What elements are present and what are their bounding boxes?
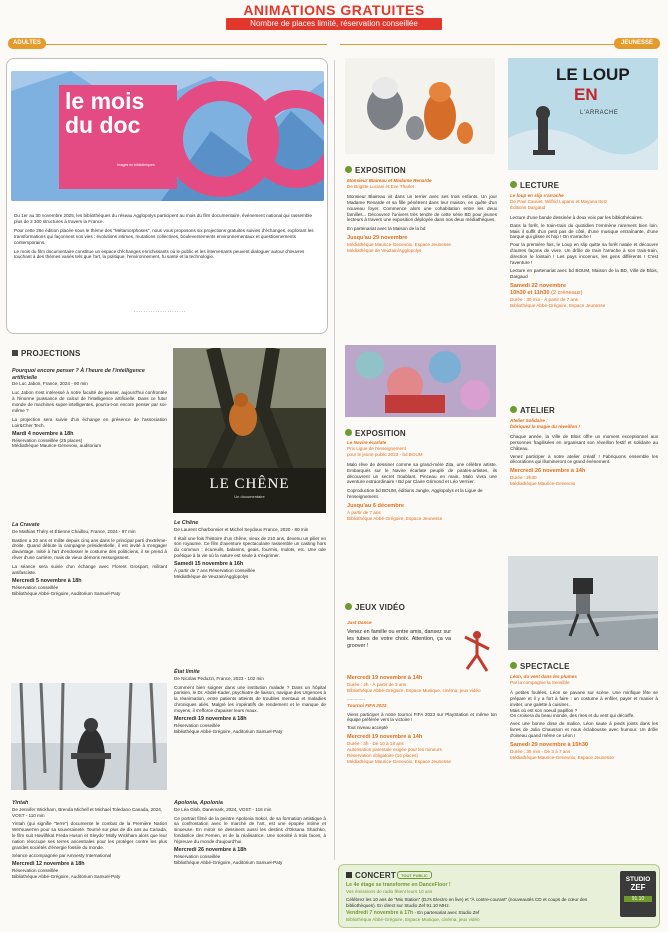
film-info: Réservation conseillée — [174, 854, 221, 860]
film-body: Yintah (qui signifie "terre") documente le combat de la Première Nation Wet'suwet'en pour sa souveraineté. Tourné sur plus de dix ans au Canada, le film suit Howilhkat Freda Huson et Sleydo' Molly Wickham alors que leur nation réoccupe ses terres ancestrales pour les protéger contre les plus grandes sociétés d'énergie fossile du monde. — [12, 821, 167, 851]
expo2-date: Jusqu'au 6 décembre — [347, 503, 404, 510]
jv1-place: Bibliothèque Abbé-Grégoire, Espace Musique, cinéma, jeux vidéo — [347, 687, 481, 693]
loup-book-cover — [508, 58, 658, 170]
spectacle-title: Léon, du vent dans les plumes — [510, 674, 577, 679]
film-title: Pourquoi encore penser ? À l'heure de l'intelligence artificielle — [12, 368, 145, 381]
le-chene-poster — [173, 348, 326, 513]
film-info: Réservation conseillée — [174, 723, 221, 729]
spectacle-info: Durée : 35 min - De 3 à 7 ans — [510, 749, 571, 755]
atelier-p1: Chaque année, la Ville de Blois offre un moment exceptionnel aux personnes fragilisées en organisant son réveillon festif et solidaire au Château. — [510, 433, 658, 451]
film-body: Bastien a 20 ans et milite depuis cinq ans dans le principal parti d'extrême-droite. Quand débute la campagne présidentielle, il est invité à s'engager davantage. Initié à l'art d'endosser le costume des politiciens, il se prend à rêver d'une carrière, mais de vieux démons ressurgissent. — [12, 537, 167, 561]
poster-title: LE CHÊNE — [209, 476, 290, 492]
square-bullet-icon — [12, 350, 18, 356]
film-title: La Cravate — [12, 522, 40, 528]
expo1-place1: Médiathèque Maurice-Genevoix, Espace Jeunesse — [347, 242, 451, 248]
film-date: Mercredi 26 novembre à 18h — [174, 847, 247, 854]
film-date: Mercredi 19 novembre à 18h — [174, 716, 247, 723]
lecture-block — [510, 193, 658, 309]
film-credits: De Luc Jabon, France, 2024 - 90 min — [12, 381, 88, 387]
mois-doc-p1: Du 1er au 30 novembre 2025, les bibliothèques du réseau Agglopolys participent au mois du film documentaire, événement national qui rassemble plus de 2 300 structures à travers la France. — [14, 213, 313, 224]
film-title: État limite — [174, 669, 200, 675]
jv1-body: Venez en famille ou entre amis, dansez sur les tubes de votre choix. Attention, ça va groover ! — [347, 628, 451, 649]
film-info: Réservation conseillée — [12, 867, 59, 873]
film-credits: De Mathias Théry et Étienne Chaillou, France, 2024 - 97 min — [12, 528, 136, 534]
green-dot-icon — [345, 166, 352, 173]
concert-place: Bibliothèque Abbé-Grégoire, Espace Musique, cinéma, jeux vidéo — [346, 916, 480, 922]
spectacle-p1: À petites foulées, Léon se pavane sur scène. Une mirifique fête se prépare et il y a fort à faire : un costume à enfiler, payer et manier à inviter, une galette à cuisiner... — [510, 689, 658, 707]
blaireau-image — [345, 58, 495, 154]
film-note: La séance sera suivie d'un échange avec Florent Grospart, militant antifasciste. — [12, 564, 167, 576]
green-dot-icon — [345, 429, 352, 436]
green-dot-icon — [345, 603, 352, 610]
atelier-place: Médiathèque Maurice-Genevoix — [510, 481, 576, 487]
studio-zef-logo — [620, 871, 656, 917]
film-place: Médiathèque Maurice-Genevoix, auditorium — [12, 443, 102, 449]
logo-line-studio: STUDIO — [625, 876, 651, 883]
concert-title: Le 4e étage se transforme en DanceFloor ! — [346, 882, 451, 888]
film-place: Bibliothèque Abbé-Grégoire, Auditorium Samuel-Paty — [12, 873, 121, 879]
film-info: Réservation conseillée (25 places) — [12, 437, 83, 443]
expo1-authors: De Brigitte Luciani et Eve Tharlet — [347, 183, 415, 189]
film-yintah — [12, 800, 167, 880]
jeux-video-block — [347, 620, 497, 765]
film-le-chene — [174, 520, 326, 580]
expo1-date: Jusqu'au 29 novembre — [347, 235, 408, 242]
spectacle-block — [510, 674, 658, 761]
exposition2-heading: EXPOSITION — [345, 429, 406, 438]
film-body: Ce portrait filmé de la peintre Apolonia Sokol, de sa formation artistique à sa confrontation avec le marché de l'art, est une épopée intime et sinueuse. En miroir se dessinent aussi les destins d'Oksana Shachko, fondatrice des Femen, et de la réalisatrice. Une sororité à trois faces, à l'épreuve du monde d'aujourd'hui. — [174, 815, 326, 845]
logo-line2: du doc — [65, 112, 141, 138]
adultes-rule — [44, 44, 327, 45]
concert-date: Vendredi 7 novembre à 17h — [346, 909, 414, 916]
film-info: Réservation conseillée — [12, 584, 59, 590]
concert-body: Célébrez les 10 ans de "Mix Station" (DJ's Electro en live) et "À contre-courant" (nouveautés CD et coups de cœur des bibliothèques). En direct sur Studio Zef 91.10 MHz. — [346, 896, 588, 908]
book-title-2: EN — [574, 85, 598, 104]
projections-heading: PROJECTIONS — [12, 349, 81, 358]
column-divider — [334, 60, 335, 860]
film-credits: De Laurent Charbonnier et Michel Seydoux France, 2020 - 80 min — [174, 526, 309, 532]
jv2-info3: Réservation obligatoire (16 places) — [347, 753, 418, 759]
page-subtitle: Nombre de places limité, réservation conseillée — [226, 18, 442, 30]
banner-artwork — [11, 71, 324, 201]
atelier-heading: ATELIER — [510, 406, 555, 415]
film-place: Bibliothèque Abbé-Grégoire, Auditorium Samuel-Paty — [12, 590, 121, 596]
green-dot-icon — [510, 406, 517, 413]
film-note: Séance accompagnée par Amnesty International — [12, 852, 112, 858]
lecture-info: Durée : 30 min - À partir de 7 ans — [510, 296, 578, 302]
green-dot-icon — [510, 662, 517, 669]
jv1-title: Just Dance — [347, 620, 372, 625]
atelier-block — [510, 418, 658, 487]
spectacle-p3: On croisera du beau monde, des rires et du vent qui décoiffe. — [510, 713, 635, 719]
yintah-photo — [11, 683, 167, 790]
spectacle-date: Samedi 29 novembre à 15h30 — [510, 742, 589, 749]
film-pourquoi — [12, 368, 167, 449]
film-credits: De Léa Glob, Danemark, 2024, VOST - 116 min — [174, 806, 272, 812]
film-place: Bibliothèque Abbé-Grégoire, Auditorium Samuel-Paty — [174, 728, 283, 734]
mois-doc-p2: Pour cette 26e édition placée sous le thème des "Métamorphoses", nous vous proposons six projections gratuites suivies d'échanges, explorant les transformations qui façonnent nos vies : évolutions intimes, mutations collectives, bouleversements environnementaux et questionnements contemporains. — [14, 227, 314, 245]
film-note: La projection sera suivie d'un échange en présence de l'association Loir&Cher Tech. — [12, 416, 167, 428]
jeux-video-heading: JEUX VIDÉO — [345, 603, 405, 612]
exposition2-block — [347, 440, 497, 522]
blaireau-illustration — [345, 58, 495, 154]
jv2-info2: Autorisation parentale exigée pour les mineurs — [347, 747, 442, 753]
film-cravate — [12, 522, 167, 597]
jeunesse-rule — [340, 44, 618, 45]
exposition1-block — [347, 178, 497, 254]
jeunesse-badge: JEUNESSE — [614, 38, 660, 49]
film-apolonia — [174, 800, 326, 866]
green-dot-icon — [510, 181, 517, 188]
expo2-place: Bibliothèque Abbé-Grégoire, Espace Jeunesse — [347, 516, 443, 522]
film-date: Mercredi 12 novembre à 18h — [12, 860, 85, 867]
lecture-p3: Pour la première fois, le Loup en slip quitte sa forêt natale et découvre d'autres façons de vivre. Un drôle de train l'arrache à son train-train, direction le lointain ! Les pays inconnus, les gens différents ! C'est l'aventure ! — [510, 242, 658, 266]
film-place: Bibliothèque Abbé-Grégoire, Auditorium Samuel-Paty — [174, 859, 283, 865]
jv2-note: Tout niveau accepté — [347, 725, 388, 731]
film-info: À partir de 7 ans Réservation conseillée — [174, 568, 256, 574]
film-body: Comment bien soigner dans une institution malade ? Dans un hôpital parisien, le Dr. Abdel-Kader, psychiatre de liaison, navigue des Urgences à la réanimation, entre patients atteints de troubles mentaux et maladies chroniques aliés. Malgré les impératifs de rendement et le manque de moyens, il s'efforce d'apaiser leurs maux. — [174, 684, 326, 714]
jv2-place: Médiathèque Maurice-Genevoix, Espace Jeunesse — [347, 758, 451, 764]
atelier-title2: fabriquez la magie du réveillon ! — [510, 423, 580, 429]
page-title: ANIMATIONS GRATUITES — [243, 2, 425, 18]
spectacle-image — [508, 556, 658, 650]
expo1-title: Monsieur Blaireau et Madame Renarde — [347, 178, 432, 183]
film-credits: De Jennifer Wickham, Brenda Michell et Michael Toledano Canada, 2024, VOST - 110 min — [12, 806, 163, 818]
lecture-publisher: Éditions Dargaud — [510, 204, 546, 210]
spectacle-p2: Mais où est son noeud papillon ? — [510, 707, 578, 713]
logo-line-zef: ZEF — [630, 883, 646, 892]
jv-separator: .............. — [347, 695, 365, 701]
expo2-sub2: pour le jeune public 2023 - bd BOUM — [347, 451, 423, 457]
expo1-partner: En partenariat avec la Maison de la bd — [347, 226, 426, 232]
mois-du-doc-banner — [11, 71, 324, 201]
concert-sub: Vos émissions de radio fêtent leurs 10 ans — [346, 888, 433, 894]
concert-date-note: - En partenariat avec Studio Zef — [414, 909, 480, 915]
jv2-info1: Durée : 3h - De 10 à 18 ans — [347, 741, 404, 747]
expo1-place2: Médiathèque de Veuzain/Agglopolys — [347, 248, 422, 254]
lecture-time-note: (2 créneaux) — [551, 289, 583, 296]
exposition1-heading: EXPOSITION — [345, 166, 406, 175]
expo2-partner: Coproduction bd BOUM, éditions Jungle, Agglopolys et la Ligue de l'enseignement. — [347, 488, 483, 500]
spectacle-photo — [508, 556, 658, 650]
lecture-p1: Lecture d'une bande dessinée à deux voix par les bibliothécaires. — [510, 214, 643, 220]
atelier-info: Durée : 2h30 — [510, 475, 537, 481]
small-logo: images en bibliothèques — [117, 163, 155, 167]
spectacle-heading: SPECTACLE — [510, 662, 570, 671]
concert-badge: TOUT PUBLIC — [397, 871, 432, 879]
jv2-date: Mercredi 19 novembre à 14h — [347, 734, 423, 741]
film-title: Yintah — [12, 800, 29, 806]
navire-illustration — [345, 345, 496, 417]
adultes-badge: ADULTES — [8, 38, 46, 49]
yintah-image — [11, 683, 167, 790]
lecture-p2: Dans la forêt, le train-train du quotidien t'emmène rarement bien loin. Mais il suffit d'un petit pas de côté, d'une musique entraînante, d'une barque qui glisse et hop ! On s'arrache ! — [510, 222, 658, 240]
lecture-place: Bibliothèque Abbé-Grégoire, Espace Jeunesse — [510, 302, 606, 308]
navire-image — [345, 345, 496, 417]
mois-doc-text — [14, 213, 320, 263]
book-title-3: L'ARRACHE — [580, 110, 619, 116]
lecture-date: Samedi 22 novembre — [510, 282, 566, 289]
film-date: Mardi 4 novembre à 18h — [12, 430, 74, 437]
atelier-p2: Venez participer à notre atelier créatif ! Fabriquons ensemble les décorations qui illumineront ce grand évènement. — [510, 453, 658, 465]
film-body: Luc Jabon s'est intéressé à notre faculté de penser, aujourd'hui confrontée à l'énorme puissance de calcul de l'intelligence artificielle. Dans ce futur monde de machines super-intelligentes, pourra-t-on encore penser par soi-même ? — [12, 390, 167, 413]
jv2-body: Viens participer à notre tournoi FIFA 2023 sur PlayStation et même ton équipe préférée vers la victoire ! — [347, 711, 497, 723]
lecture-title: Le loup en slip s'arrache — [510, 193, 564, 198]
jv1-date: Mercredi 19 novembre à 14h — [347, 674, 423, 681]
expo2-age: À partir de 7 ans — [347, 510, 381, 516]
concert-heading: CONCERT — [346, 871, 396, 880]
film-title: Le Chêne — [174, 520, 199, 526]
lecture-authors: De Paul Cauuet, Wilfrid Lupano et Mayana Itoïz — [510, 198, 608, 204]
spectacle-company: Par la compagnie la Sensible — [510, 679, 570, 685]
poster-sub: Un documentaire — [234, 494, 265, 499]
film-date: Samedi 15 novembre à 16h — [174, 561, 244, 568]
square-bullet-icon — [346, 872, 352, 878]
expo1-body: Monsieur Blaireau vit dans un terrier avec ses trois enfants. Un jour Madame Renarde et sa fille pénètrent dans leur maison, en quête d'un nouveau foyer. Commence alors une cohabitation entre les deux familles... Découvrez l'univers très tendre de cette série BD pour jeunes lecteurs à travers une exposition déployée dans nos deux médiathèques. — [347, 193, 497, 223]
expo2-body: Malo rêve de dessiner comme sa grand-mère Zita, une célèbre artiste. Embarqués sur le Navire écarlate peuplé de pirates-artistes, ils découvrent un secret troublant. Pinceau en main, Malo vivra une aventure extraordinaire ! Bd par Claire Grimond et Léo Vernier. — [347, 461, 497, 485]
expo2-title: Le Navire écarlate — [347, 440, 387, 445]
logo-line-freq: 91.10 — [624, 896, 652, 902]
atelier-title1: Atelier Solidaire : — [510, 418, 548, 423]
lecture-p4: Lecture en partenariat avec bd BOUM, Maison de la BD, Ville de Blois, Dargaud — [510, 267, 658, 279]
expo2-sub1: Prix Ligue de l'enseignement — [347, 445, 406, 451]
film-etat-limite — [174, 669, 326, 735]
film-place: Médiathèque de Veuzain/Agglopolys — [174, 574, 249, 580]
dots-separator: ...................... — [134, 308, 187, 314]
lecture-time: 10h30 et 11h30 — [510, 289, 550, 296]
logo-line1: le mois — [65, 88, 145, 114]
jv2-title: Tournoi FIFA 2023 — [347, 702, 387, 708]
mois-doc-p3: Le mois du film documentaire constitue un espace d'échanges enrichissants où le public et les intervenants peuvent dialoguer autour d'œuvres touchant à des thèmes variés tels que l'art, la politique, l'environnement, fu santé et la technologie. — [14, 248, 305, 260]
jv1-info: Durée : 2h - À partir de 3 ans — [347, 681, 407, 687]
concert-block — [346, 883, 616, 922]
atelier-date: Mercredi 26 novembre à 14h — [510, 468, 586, 475]
film-title: Apolonia, Apolonia — [174, 800, 223, 806]
lecture-heading: LECTURE — [510, 181, 559, 190]
book-title-1: LE LOUP — [556, 65, 630, 84]
spectacle-p4: Avec une bonne dose de malice, Léon saute à pieds joints dans les livres de Julia Chausson et nous éclabousse avec humour. Un drôle d'oiseau quand même ce Léon ! — [510, 721, 658, 739]
dancer-icon — [455, 629, 497, 673]
film-body: Il était une fois l'histoire d'un chêne, vieux de 210 ans, devenu un pilier en son royaume. Ce film d'aventure spectaculaire rassemble un casting hors du commun : écureuils, balanins, geais, fourmis, mulots, etc. Une ode poétique à la vie où la nature est seule à s'exprimer. — [174, 535, 326, 559]
spectacle-place: Médiathèque Maurice-Genevoix, Espace Jeunesse — [510, 754, 614, 760]
film-date: Mercredi 5 novembre à 18h — [12, 577, 82, 584]
film-credits: De Nicolas Peduzzi, France, 2023 - 102 min — [174, 675, 264, 681]
